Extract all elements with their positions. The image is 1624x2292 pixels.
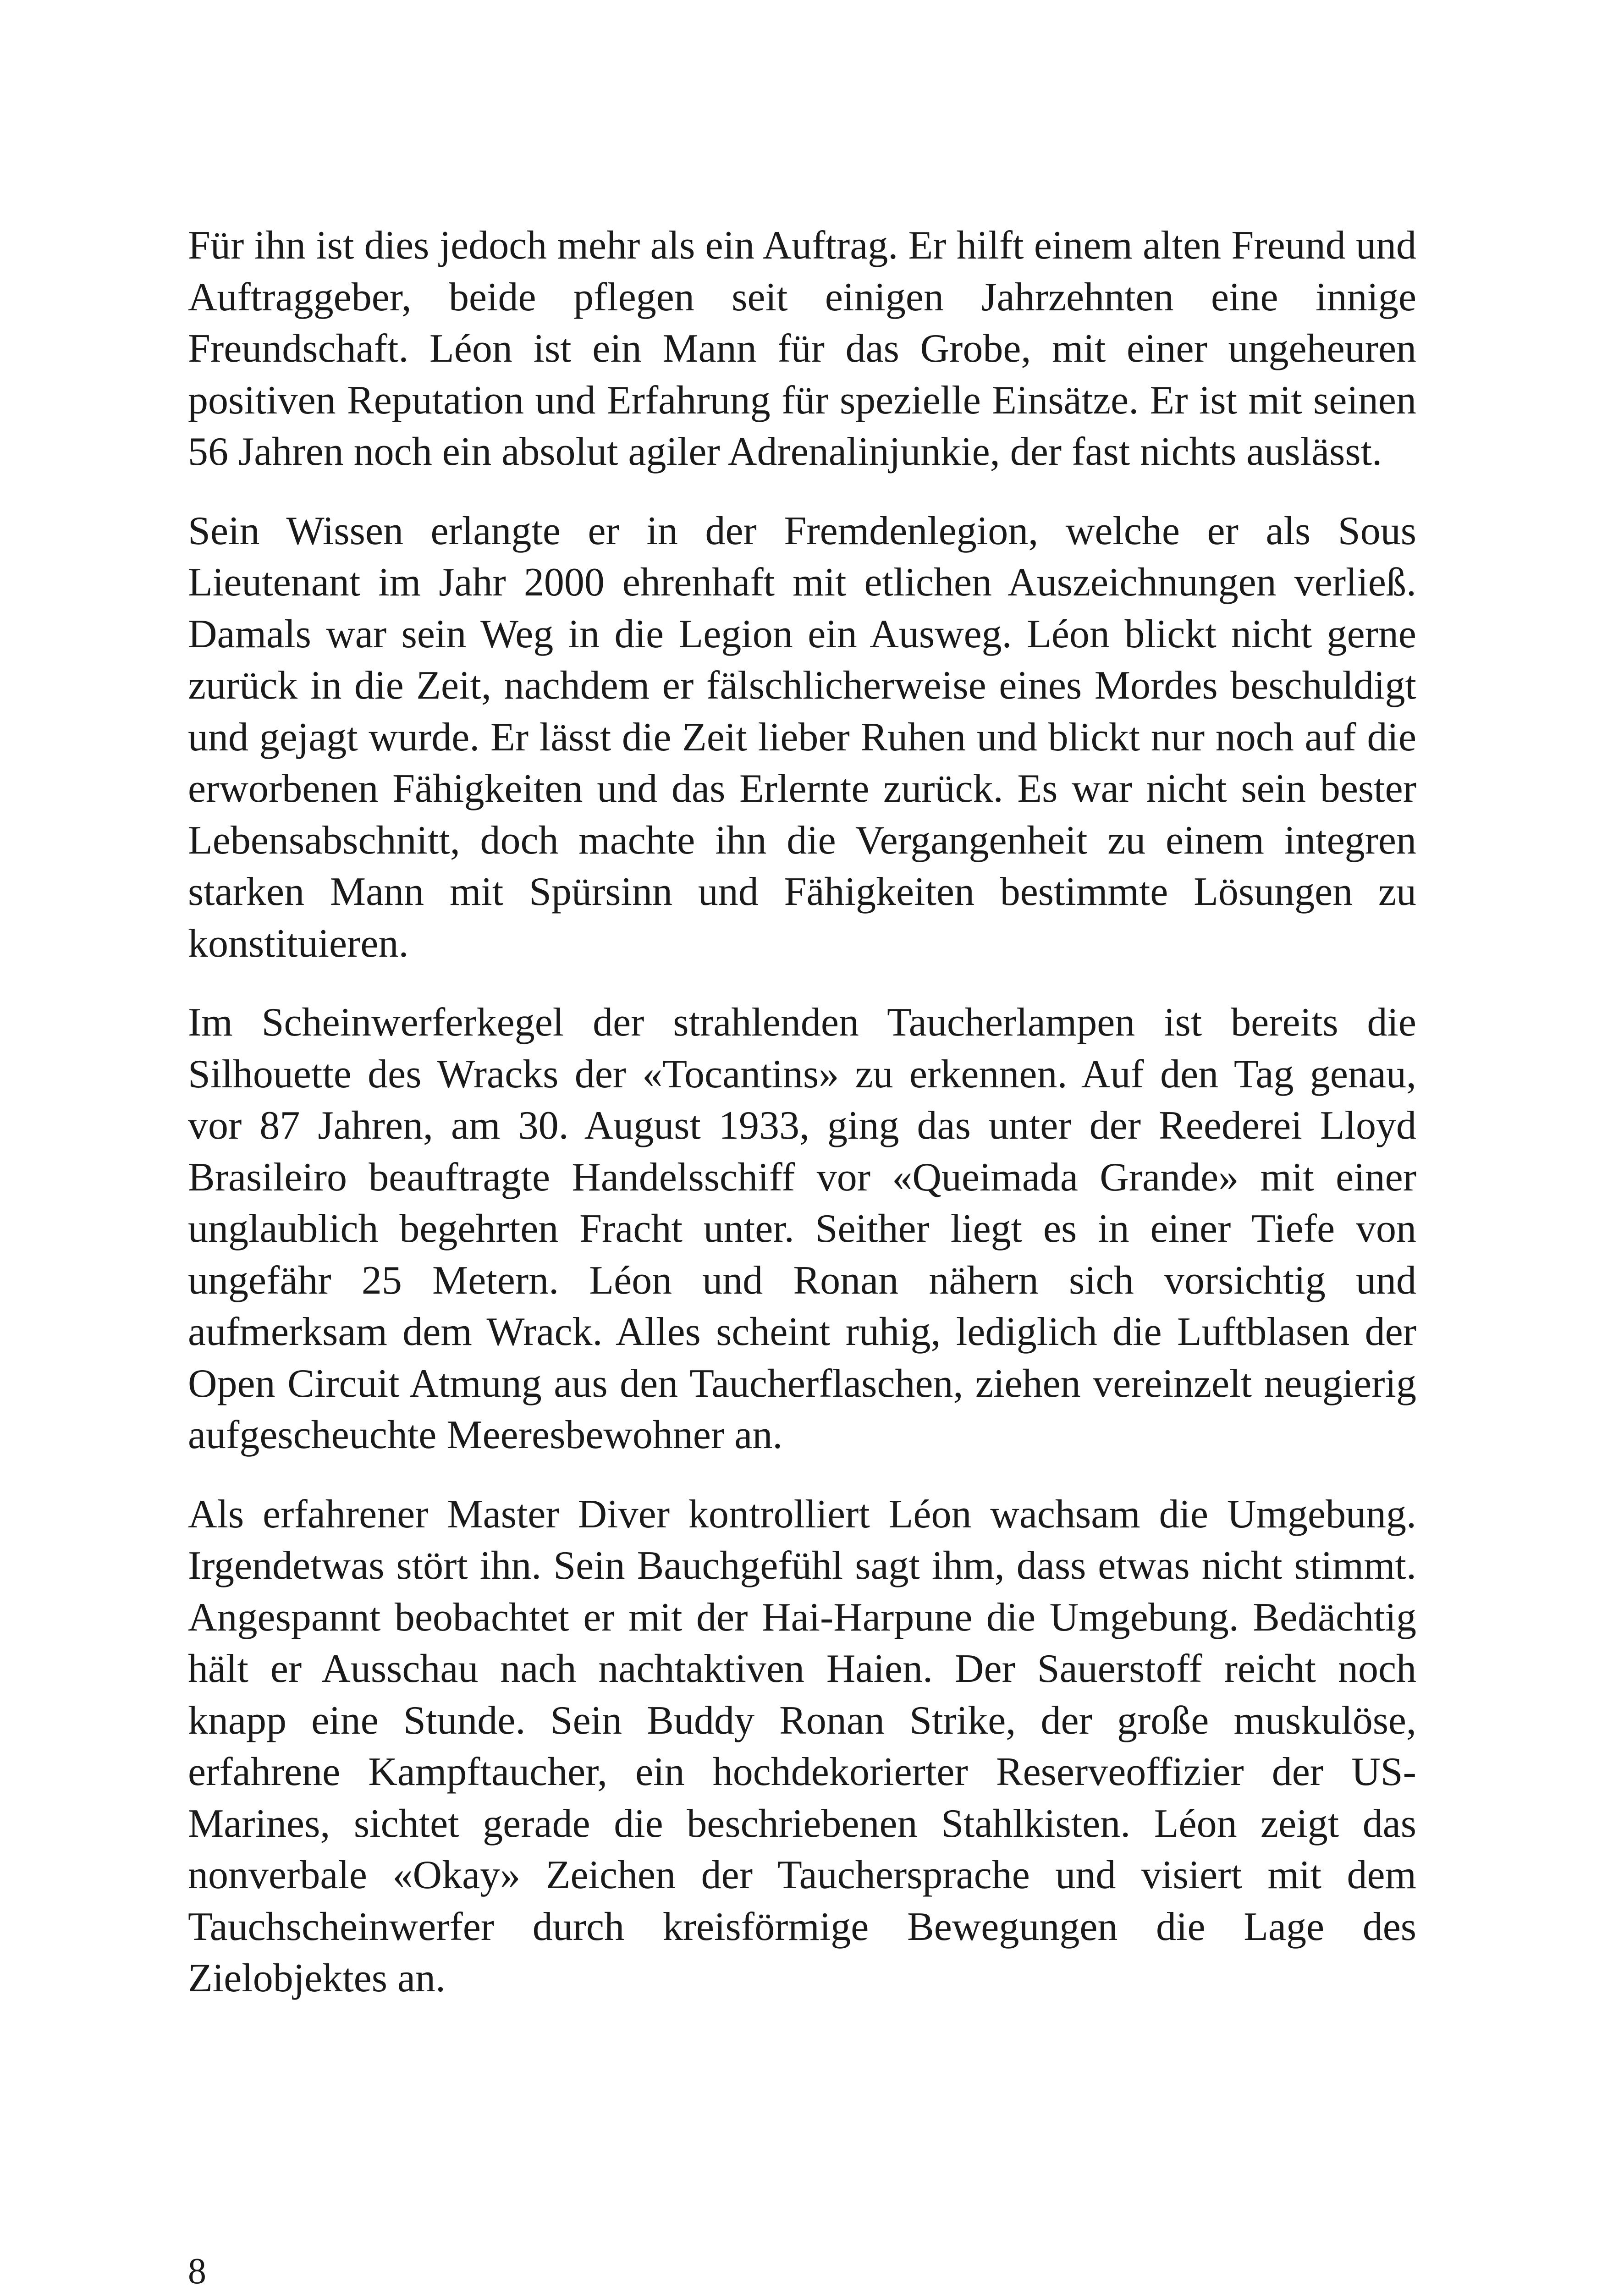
- paragraph-4: Als erfahrener Master Diver kontrolliert Léon wachsam die Umgebung. Irgendetwas stört ihn. Sein Bauchgefühl sagt ihm, dass etwas nicht stimmt. Angespannt beobachtet er mit der Hai-Harpune die Umgebung. Bedächtig hält er Ausschau nach nachtaktiven Haien. Der Sauerstoff reicht noch knapp eine Stunde. Sein Buddy Ronan Strike, der große muskulöse, erfahrene Kampftaucher, ein hochdekorierter Reserveoffizier der US-Marines, sichtet gerade die beschriebenen Stahlkisten. Léon zeigt das nonverbale «Okay» Zeichen der Tauchersprache und visiert mit dem Tauchscheinwerfer durch kreisförmige Bewegungen die Lage des Zielobjektes an.: [188, 1492, 1416, 2000]
- paragraph-1: Für ihn ist dies jedoch mehr als ein Auftrag. Er hilft einem alten Freund und Auftraggeber, beide pflegen seit einigen Jahrzehnten eine innige Freundschaft. Léon ist ein Mann für das Grobe, mit einer ungeheuren positiven Reputation und Erfahrung für spezielle Einsätze. Er ist mit seinen 56 Jahren noch ein absolut agiler Adrenalinjunkie, der fast nichts auslässt.: [188, 223, 1416, 474]
- page-body: [188, 220, 1416, 2032]
- paragraph-3: Im Scheinwerferkegel der strahlenden Taucherlampen ist bereits die Silhouette des Wracks der «Tocantins» zu erkennen. Auf den Tag genau, vor 87 Jahren, am 30. August 1933, ging das unter der Reederei Lloyd Brasileiro beauftragte Handelsschiff vor «Queimada Grande» mit einer unglaublich begehrten Fracht unter. Seither liegt es in einer Tiefe von ungefähr 25 Metern. Léon und Ronan nähern sich vorsichtig und aufmerksam dem Wrack. Alles scheint ruhig, lediglich die Luftblasen der Open Circuit Atmung aus den Taucherflaschen, ziehen vereinzelt neugierig aufgescheuchte Meeresbewohner an.: [188, 1000, 1416, 1457]
- paragraph-2: Sein Wissen erlangte er in der Fremdenlegion, welche er als Sous Lieutenant im Jahr 2000 ehrenhaft mit etlichen Auszeichnungen verließ. Damals war sein Weg in die Legion ein Ausweg. Léon blickt nicht gerne zurück in die Zeit, nachdem er fälschlicherweise eines Mordes beschuldigt und gejagt wurde. Er lässt die Zeit lieber Ruhen und blickt nur noch auf die erworbenen Fähigkeiten und das Erlernte zurück. Es war nicht sein bester Lebensabschnitt, doch machte ihn die Vergangenheit zu einem integren starken Mann mit Spürsinn und Fähigkeiten bestimmte Lösungen zu konstituieren.: [188, 508, 1416, 966]
- page-number: 8: [188, 2251, 206, 2292]
